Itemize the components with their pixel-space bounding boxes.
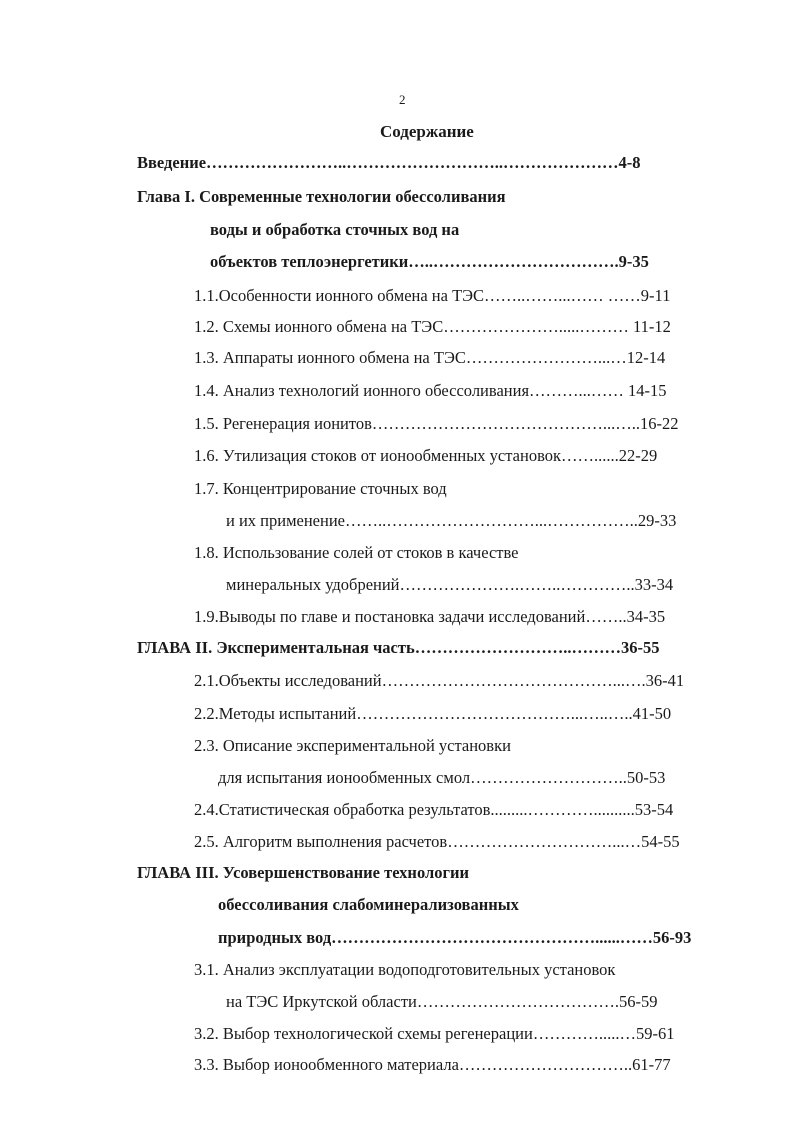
toc-entry-1-2: 1.2. Схемы ионного обмена на ТЭС………………….....……… 11-12	[194, 317, 671, 336]
toc-entry-chapter-1-line-1: Глава I. Современные технологии обессоливания	[137, 187, 506, 206]
toc-entry-1-4: 1.4. Анализ технологий ионного обессоливания………...…… 14-15	[194, 381, 667, 400]
toc-entry-2-4: 2.4.Статистическая обработка результатов.........…………..........53-54	[194, 800, 674, 819]
toc-entry-2-3-line-1: 2.3. Описание экспериментальной установки	[194, 736, 511, 755]
toc-entry-3-1-line-2: на ТЭС Иркутской области……………………………….56-59	[226, 992, 658, 1011]
toc-entry-1-6: 1.6. Утилизация стоков от ионообменных установок……......22-29	[194, 446, 658, 465]
toc-entry-1-1: 1.1.Особенности ионного обмена на ТЭС……..……...…… ……9-11	[194, 286, 671, 305]
toc-entry-3-1-line-1: 3.1. Анализ эксплуатации водоподготовительных установок	[194, 960, 616, 979]
toc-entry-1-8-line-1: 1.8. Использование солей от стоков в качестве	[194, 543, 519, 562]
toc-entry-2-2: 2.2.Методы испытаний…………………………………...…..…..41-50	[194, 704, 672, 723]
toc-entry-1-8-line-2: минеральных удобрений………………….……..…………..33-34	[226, 575, 674, 594]
toc-entry-1-7-line-1: 1.7. Концентрирование сточных вод	[194, 479, 447, 498]
toc-entry-1-5: 1.5. Регенерация ионитов……………………………………...…..16-22	[194, 414, 679, 433]
toc-entry-chapter-1-line-3: объектов теплоэнергетики…..…………………………….9-35	[210, 252, 649, 271]
toc-entry-chapter-2: ГЛАВА II. Экспериментальная часть………………………..………36-55	[137, 638, 660, 657]
toc-entry-1-3: 1.3. Аппараты ионного обмена на ТЭС……………………...…12-14	[194, 348, 666, 367]
toc-entry-chapter-1-line-2: воды и обработка сточных вод на	[210, 220, 460, 239]
toc-entry-chapter-3-line-2: обессоливания слабоминерализованных	[218, 895, 519, 914]
toc-entry-chapter-3-line-3: природных вод…………………………………………......……56-93	[218, 928, 692, 947]
toc-entry-introduction: Введение……………………..………………………..…………………4-8	[137, 153, 641, 172]
toc-entry-2-3-line-2: для испытания ионообменных смол………………………..50-53	[218, 768, 666, 787]
toc-entry-3-3: 3.3. Выбор ионообменного материала…………………………..61-77	[194, 1055, 671, 1074]
toc-entry-3-2: 3.2. Выбор технологической схемы регенерации………….....…59-61	[194, 1024, 675, 1043]
toc-entry-1-9: 1.9.Выводы по главе и постановка задачи исследований……..34-35	[194, 607, 666, 626]
page-number: 2	[399, 92, 406, 107]
toc-entry-chapter-3-line-1: ГЛАВА III. Усовершенствование технологии	[137, 863, 469, 882]
toc-entry-2-1: 2.1.Объекты исследований……………………………………...….36-41	[194, 671, 685, 690]
toc-title: Содержание	[380, 122, 474, 141]
toc-entry-2-5: 2.5. Алгоритм выполнения расчетов…………………………...…54-55	[194, 832, 680, 851]
toc-entry-1-7-line-2: и их применение……..………………………...……………..29-33	[226, 511, 677, 530]
